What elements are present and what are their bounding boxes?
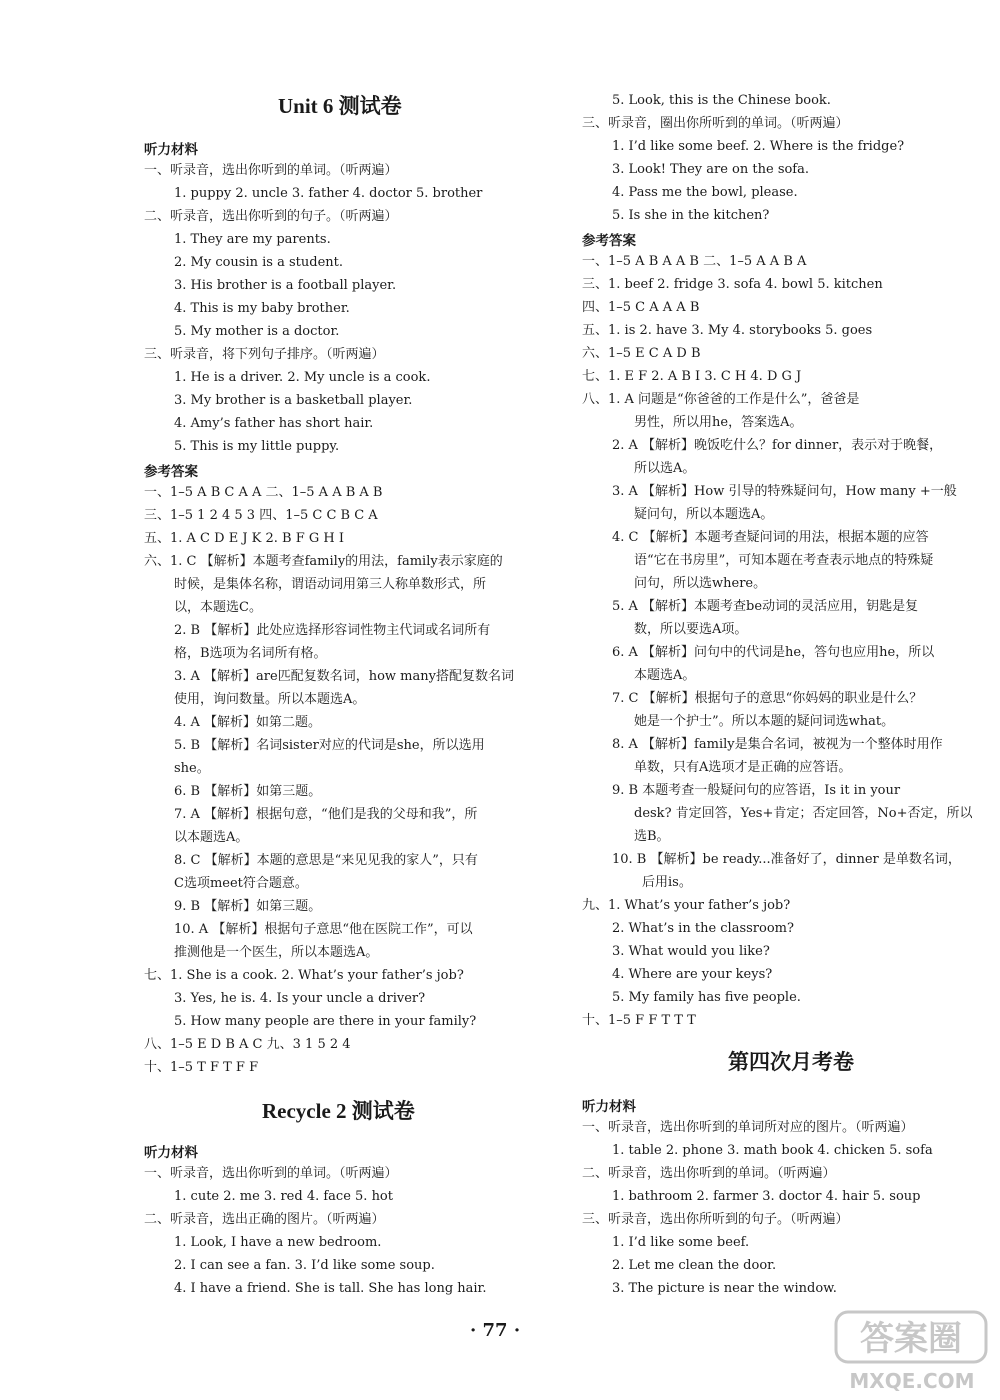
question-heading: 一、听录音，选出你听到的单词。（听两遍） xyxy=(144,1166,398,1181)
answer-line: 10. A 【解析】根据句子意思“他在医院工作”，可以 xyxy=(174,922,473,937)
answer-line: 后用is。 xyxy=(642,875,692,890)
question-heading: 二、听录音，选出正确的图片。（听两遍） xyxy=(144,1212,385,1227)
sentence-line: 3. The picture is near the window. xyxy=(612,1281,837,1296)
answer-line: 七、1. E F 2. A B I 3. C H 4. D G J xyxy=(582,369,802,384)
answer-line: 三、1. beef 2. fridge 3. sofa 4. bowl 5. kitchen xyxy=(582,277,883,292)
answer-line: 时候，是集体名称，谓语动词用第三人称单数形式，所 xyxy=(174,577,487,592)
sentence-line: 2. I can see a fan. 3. I’d like some soup. xyxy=(174,1258,435,1273)
answer-line: 一、1–5 A B C A A 二、1–5 A A B A B xyxy=(144,485,383,500)
answer-line: 3. A 【解析】How 引导的特殊疑问句，How many +一般 xyxy=(612,484,957,499)
listening-label: 听力材料 xyxy=(582,1099,636,1115)
answer-line: 4. C 【解析】本题考查疑问词的用法，根据本题的应答 xyxy=(612,530,929,545)
answer-line: 单数，只有A选项才是正确的应答语。 xyxy=(634,760,852,775)
answer-line: 选B。 xyxy=(634,829,670,844)
answer-line: 格，B选项为名词所有格。 xyxy=(174,646,327,661)
answer-line: 3. Yes, he is. 4. Is your uncle a driver? xyxy=(174,991,426,1006)
sentence-line: 3. His brother is a football player. xyxy=(174,278,397,293)
answer-line: 5. My family has five people. xyxy=(612,990,801,1005)
answer-line: 10. B 【解析】be ready...准备好了，dinner 是单数名词， xyxy=(612,852,961,867)
answer-line: 5. A 【解析】本题考查be动词的灵活应用，钥匙是复 xyxy=(612,599,919,614)
monthly-test-title: 第四次月考卷 xyxy=(728,1050,854,1074)
answer-line: 以本题选A。 xyxy=(174,830,249,845)
answer-line: 9. B 【解析】如第三题。 xyxy=(174,899,322,914)
sentence-line: 1. I’d like some beef. xyxy=(612,1235,750,1250)
answer-line: 六、1–5 E C A D B xyxy=(582,346,701,361)
listening-label: 听力材料 xyxy=(144,1145,198,1161)
sentence-line: 3. Look! They are on the sofa. xyxy=(612,162,810,177)
sentence-line: 4. This is my baby brother. xyxy=(174,301,350,316)
question-heading: 三、听录音，圈出你所听到的单词。（听两遍） xyxy=(582,116,849,131)
answer-line: 本题选A。 xyxy=(634,668,696,683)
sentence-line: 1. They are my parents. xyxy=(174,232,331,247)
answer-line: 6. B 【解析】如第三题。 xyxy=(174,784,322,799)
answer-line: C选项meet符合题意。 xyxy=(174,876,308,891)
answer-line: 8. C 【解析】本题的意思是“来见见我的家人”，只有 xyxy=(174,853,478,868)
page-number: · 77 · xyxy=(470,1320,521,1341)
watermark-logo xyxy=(828,1308,996,1394)
listening-label: 听力材料 xyxy=(144,142,198,158)
watermark-top-text: 答案圈 xyxy=(860,1319,962,1359)
answer-line: 四、1–5 C A A A B xyxy=(582,300,700,315)
answer-line: 五、1. is 2. have 3. My 4. storybooks 5. goes xyxy=(582,323,873,338)
answer-line: 9. B 本题考查一般疑问句的应答语，Is it in your xyxy=(612,783,901,798)
answer-label: 参考答案 xyxy=(144,464,198,480)
sentence-line: 2. My cousin is a student. xyxy=(174,255,343,270)
sentence-line: 5. Is she in the kitchen? xyxy=(612,208,770,223)
answer-line: 2. B 【解析】此处应选择形容词性物主代词或名词所有 xyxy=(174,623,491,638)
unit6-title: Unit 6 测试卷 xyxy=(278,94,402,118)
answer-line: 3. A 【解析】are匹配复数名词，how many搭配复数名词 xyxy=(174,669,514,684)
answer-line: 疑问句，所以本题选A。 xyxy=(634,507,774,522)
question-heading: 一、听录音，选出你听到的单词所对应的图片。（听两遍） xyxy=(582,1120,914,1135)
answer-line: 问句，所以选where。 xyxy=(634,576,767,591)
word-list: 1. puppy 2. uncle 3. father 4. doctor 5. brother xyxy=(174,186,483,201)
answer-line: 七、1. She is a cook. 2. What’s your father’s job? xyxy=(144,968,464,983)
answer-line: 所以选A。 xyxy=(634,461,696,476)
word-list: 1. bathroom 2. farmer 3. doctor 4. hair 5. soup xyxy=(612,1189,921,1204)
word-list: 1. cute 2. me 3. red 4. face 5. hot xyxy=(174,1189,393,1204)
sentence-line: 4. Pass me the bowl, please. xyxy=(612,185,798,200)
question-heading: 三、听录音，选出你所听到的句子。（听两遍） xyxy=(582,1212,849,1227)
question-heading: 二、听录音，选出你听到的单词。（听两遍） xyxy=(582,1166,836,1181)
answer-line: 使用，询问数量。所以本题选A。 xyxy=(174,692,366,707)
answer-line: 以，本题选C。 xyxy=(174,600,262,615)
answer-line: 4. Where are your keys? xyxy=(612,967,773,982)
sentence-line: 1. He is a driver. 2. My uncle is a cook. xyxy=(174,370,431,385)
answer-line: 八、1–5 E D B A C 九、3 1 5 2 4 xyxy=(144,1037,351,1052)
answer-line: 7. A 【解析】根据句意，“他们是我的父母和我”，所 xyxy=(174,807,478,822)
answer-line: 6. A 【解析】问句中的代词是he，答句也应用he，所以 xyxy=(612,645,935,660)
question-heading: 三、听录音，将下列句子排序。（听两遍） xyxy=(144,347,385,362)
answer-line: 一、1–5 A B A A B 二、1–5 A A B A xyxy=(582,254,807,269)
answer-line: 推测他是一个医生，所以本题选A。 xyxy=(174,945,379,960)
question-heading: 二、听录音，选出你听到的句子。（听两遍） xyxy=(144,209,398,224)
answer-line: 语“它在书房里”，可知本题在考查表示地点的特殊疑 xyxy=(634,553,934,568)
sentence-line: 3. My brother is a basketball player. xyxy=(174,393,413,408)
sentence-line: 4. I have a friend. She is tall. She has long hair. xyxy=(174,1281,487,1296)
answer-line: 八、1. A 问题是“你爸爸的工作是什么”，爸爸是 xyxy=(582,392,860,407)
answer-line: 数，所以要选A项。 xyxy=(634,622,748,637)
answer-line: 5. B 【解析】名词sister对应的代词是she，所以选用 xyxy=(174,738,485,753)
answer-line: 五、1. A C D E J K 2. B F G H I xyxy=(144,531,344,546)
answer-line: 三、1–5 1 2 4 5 3 四、1–5 C C B C A xyxy=(144,508,378,523)
sentence-line: 5. This is my little puppy. xyxy=(174,439,340,454)
watermark-bottom-text: MXQE.COM xyxy=(849,1369,975,1393)
answer-line: 3. What would you like? xyxy=(612,944,770,959)
question-heading: 一、听录音，选出你听到的单词。（听两遍） xyxy=(144,163,398,178)
sentence-line: 5. Look, this is the Chinese book. xyxy=(612,93,831,108)
answer-line: 7. C 【解析】根据句子的意思“你妈妈的职业是什么？ xyxy=(612,691,923,706)
answer-line: 六、1. C 【解析】本题考查family的用法，family表示家庭的 xyxy=(144,554,503,569)
sentence-line: 5. My mother is a doctor. xyxy=(174,324,340,339)
answer-line: 4. A 【解析】如第二题。 xyxy=(174,715,322,730)
recycle2-title: Recycle 2 测试卷 xyxy=(262,1099,415,1123)
answer-line: 2. What’s in the classroom? xyxy=(612,921,794,936)
sentence-line: 1. I’d like some beef. 2. Where is the fridge? xyxy=(612,139,905,154)
sentence-line: 2. Let me clean the door. xyxy=(612,1258,777,1273)
answer-line: 十、1–5 T F T F F xyxy=(144,1060,259,1075)
answer-line: desk? 肯定回答，Yes+肯定；否定回答，No+否定，所以 xyxy=(634,806,973,821)
answer-line: 2. A 【解析】晚饭吃什么？for dinner，表示对于晚餐， xyxy=(612,438,943,453)
answer-label: 参考答案 xyxy=(582,233,636,249)
word-list: 1. table 2. phone 3. math book 4. chicken 5. sofa xyxy=(612,1143,933,1158)
sentence-line: 4. Amy’s father has short hair. xyxy=(174,416,374,431)
answer-line: 她是一个护士”。所以本题的疑问词选what。 xyxy=(634,714,895,729)
sentence-line: 1. Look, I have a new bedroom. xyxy=(174,1235,382,1250)
answer-line: 九、1. What’s your father’s job? xyxy=(582,898,791,913)
answer-line: 男性，所以用he，答案选A。 xyxy=(634,415,803,430)
answer-line: 8. A 【解析】family是集合名词，被视为一个整体时用作 xyxy=(612,737,943,752)
answer-line: she。 xyxy=(174,761,210,776)
answer-line: 5. How many people are there in your family? xyxy=(174,1014,477,1029)
answer-line: 十、1–5 F F T T T xyxy=(582,1013,696,1028)
